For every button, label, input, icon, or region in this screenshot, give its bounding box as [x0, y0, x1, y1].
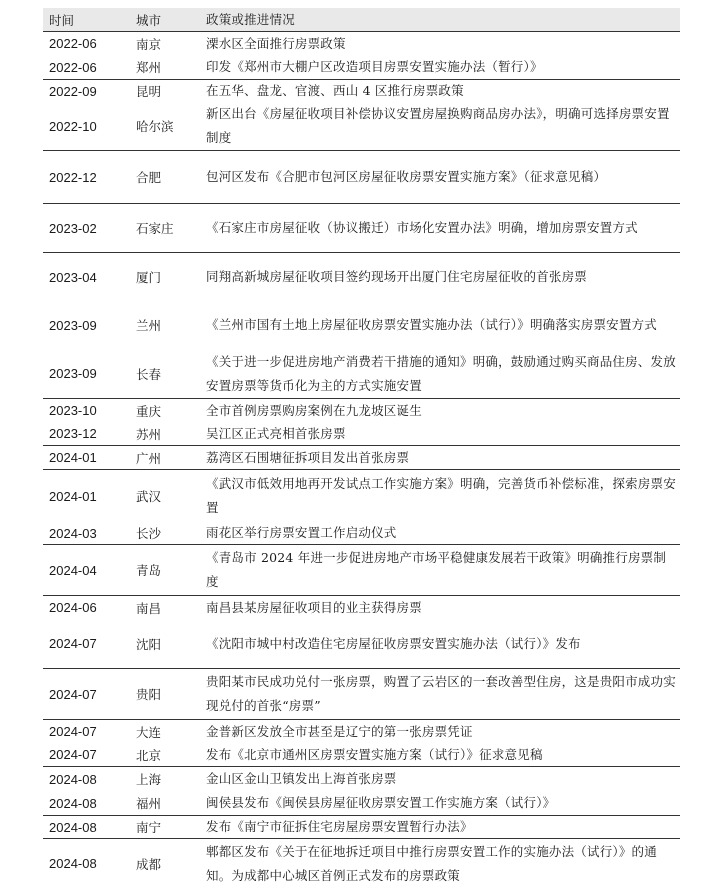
- policy-cell: 包河区发布《合肥市包河区房屋征收房票安置实施方案》（征求意见稿）: [206, 169, 607, 184]
- date-cell: 2024-03: [49, 525, 97, 541]
- table-row: [43, 791, 680, 815]
- table-row: [43, 253, 680, 301]
- row-group: [43, 668, 680, 719]
- table-row: [43, 349, 680, 398]
- policy-cell: 金山区金山卫镇发出上海首张房票: [206, 771, 397, 786]
- header-time: 时间: [49, 12, 75, 28]
- date-cell: 2023-12: [49, 426, 97, 441]
- row-group: [43, 398, 680, 445]
- city-cell: 上海: [136, 772, 162, 787]
- date-cell: 2024-07: [49, 747, 97, 762]
- city-cell: 广州: [136, 450, 162, 466]
- date-cell: 2023-02: [49, 220, 97, 236]
- policy-cell: 发布《南宁市征拆住宅房屋房票安置暂行办法》: [206, 819, 473, 834]
- city-cell: 贵阳: [136, 687, 162, 702]
- policy-cell: 金普新区发放全市甚至是辽宁的第一张房票凭证: [206, 723, 473, 739]
- date-cell: 2024-08: [49, 856, 97, 871]
- policy-cell: 南昌县某房屋征收项目的业主获得房票: [206, 599, 422, 615]
- policy-cell: 《兰州市国有土地上房屋征收房票安置实施办法（试行）》明确落实房票安置方式: [206, 317, 657, 332]
- city-cell: 武汉: [136, 489, 162, 504]
- row-group: [43, 595, 680, 668]
- date-cell: 2024-04: [49, 562, 97, 578]
- date-cell: 2022-12: [49, 169, 97, 185]
- policy-cell: 发布《北京市通州区房票安置实施方案（试行）》征求意见稿: [206, 746, 543, 762]
- table-row: [43, 80, 680, 102]
- row-group: [43, 203, 680, 252]
- row-group: [43, 252, 680, 398]
- policy-cell: 闽侯县发布《闽侯县房屋征收房票安置工作实施方案（试行）》: [206, 795, 556, 810]
- table-row: [43, 743, 680, 766]
- date-cell: 2022-06: [49, 59, 97, 75]
- table-body: [43, 32, 680, 888]
- header-city: 城市: [136, 12, 162, 28]
- policy-cell: 雨花区举行房票安置工作启动仪式: [206, 525, 397, 540]
- policy-cell: 印发《郑州市大棚户区改造项目房票安置实施办法（暂行）》: [206, 59, 543, 74]
- table-row: [43, 151, 680, 203]
- city-cell: 兰州: [136, 318, 162, 333]
- city-cell: 南昌: [136, 600, 162, 616]
- policy-cell: 《沈阳市城中村改造住宅房屋征收房票安置实施办法（试行）》发布: [206, 635, 581, 651]
- policy-cell: 《青岛市 2024 年进一步促进房地产市场平稳健康发展若干政策》明确推行房票制度: [206, 550, 667, 589]
- city-cell: 南宁: [136, 820, 162, 835]
- date-cell: 2023-09: [49, 317, 97, 333]
- table-row: [43, 816, 680, 838]
- policy-cell: 贵阳某市民成功兑付一张房票，购置了云岩区的一套改善型住房，这是贵阳市成功实现兑付的首张“房票”: [206, 674, 676, 713]
- city-cell: 福州: [136, 796, 162, 811]
- row-group: [43, 150, 680, 203]
- row-group: [43, 838, 680, 888]
- policy-cell: 《武汉市低效用地再开发试点工作实施方案》明确，完善货币补偿标准，探索房票安置: [206, 476, 676, 515]
- date-cell: 2024-07: [49, 724, 97, 739]
- table-row: [43, 470, 680, 522]
- city-cell: 青岛: [136, 563, 162, 578]
- table-row: [43, 839, 680, 888]
- date-cell: 2022-09: [49, 83, 97, 99]
- table-row: [43, 422, 680, 445]
- city-cell: 石家庄: [136, 221, 174, 236]
- date-cell: 2023-09: [49, 366, 97, 381]
- table-row: [43, 102, 680, 150]
- date-cell: 2022-10: [49, 118, 97, 134]
- date-cell: 2024-08: [49, 771, 97, 787]
- date-cell: 2024-08: [49, 819, 97, 835]
- policy-cell: 郫都区发布《关于在征地拆迁项目中推行房票安置工作的实施办法（试行）》的通知。为成都中心城区首例正式发布的房票政策: [206, 843, 657, 883]
- policy-cell: 吴江区正式亮相首张房票: [206, 425, 346, 441]
- policy-cell: 《关于进一步促进房地产消费若干措施的通知》明确，鼓励通过购买商品住房、发放安置房票等货币化为主的方式实施安置: [206, 353, 676, 393]
- city-cell: 苏州: [136, 426, 162, 442]
- row-group: [43, 719, 680, 766]
- date-cell: 2023-10: [49, 403, 97, 418]
- header-policy: 政策或推进情况: [206, 11, 295, 27]
- city-cell: 长春: [136, 366, 162, 382]
- city-cell: 大连: [136, 724, 162, 740]
- table-row: [43, 669, 680, 719]
- date-cell: 2024-07: [49, 686, 97, 702]
- table-row: [43, 446, 680, 469]
- row-group: [43, 815, 680, 838]
- city-cell: 沈阳: [136, 636, 162, 652]
- city-cell: 成都: [136, 856, 162, 872]
- date-cell: 2024-06: [49, 600, 97, 615]
- city-cell: 北京: [136, 747, 162, 763]
- policy-cell: 《石家庄市房屋征收（协议搬迁）市场化安置办法》明确，增加房票安置方式: [206, 220, 638, 235]
- table-row: [43, 522, 680, 544]
- date-cell: 2024-01: [49, 450, 97, 465]
- city-cell: 长沙: [136, 526, 162, 541]
- table-row: [43, 720, 680, 743]
- table-row: [43, 32, 680, 55]
- city-cell: 合肥: [136, 170, 162, 185]
- date-cell: 2023-04: [49, 269, 97, 285]
- policy-cell: 同翔高新城房屋征收项目签约现场开出厦门住宅房屋征收的首张房票: [206, 269, 588, 284]
- table-row: [43, 619, 680, 668]
- table-row: [43, 399, 680, 422]
- table-row: [43, 767, 680, 791]
- city-cell: 厦门: [136, 270, 162, 285]
- policy-cell: 新区出台《房屋征收项目补偿协议安置房屋换购商品房办法》，明确可选择房票安置制度: [206, 106, 670, 145]
- row-group: [43, 32, 680, 79]
- city-cell: 重庆: [136, 403, 162, 419]
- date-cell: 2024-07: [49, 636, 97, 651]
- city-cell: 郑州: [136, 60, 162, 75]
- city-cell: 哈尔滨: [136, 119, 174, 134]
- row-group: [43, 445, 680, 469]
- policy-cell: 荔湾区石围塘征拆项目发出首张房票: [206, 449, 410, 465]
- table-header: [43, 8, 680, 32]
- city-cell: 昆明: [136, 84, 162, 99]
- table-row: [43, 204, 680, 252]
- policy-cell: 在五华、盘龙、官渡、西山 4 区推行房票政策: [206, 83, 464, 98]
- policy-cell: 溧水区全面推行房票政策: [206, 35, 346, 51]
- table-row: [43, 301, 680, 349]
- date-cell: 2022-06: [49, 36, 97, 51]
- table-row: [43, 596, 680, 619]
- date-cell: 2024-01: [49, 488, 97, 504]
- policy-cell: 全市首例房票购房案例在九龙坡区诞生: [206, 402, 422, 418]
- row-group: [43, 766, 680, 815]
- table-row: [43, 55, 680, 79]
- row-group: [43, 469, 680, 544]
- row-group: [43, 79, 680, 150]
- date-cell: 2024-08: [49, 795, 97, 811]
- table-row: [43, 545, 680, 595]
- policy-table: [43, 8, 680, 888]
- row-group: [43, 544, 680, 595]
- city-cell: 南京: [136, 36, 162, 52]
